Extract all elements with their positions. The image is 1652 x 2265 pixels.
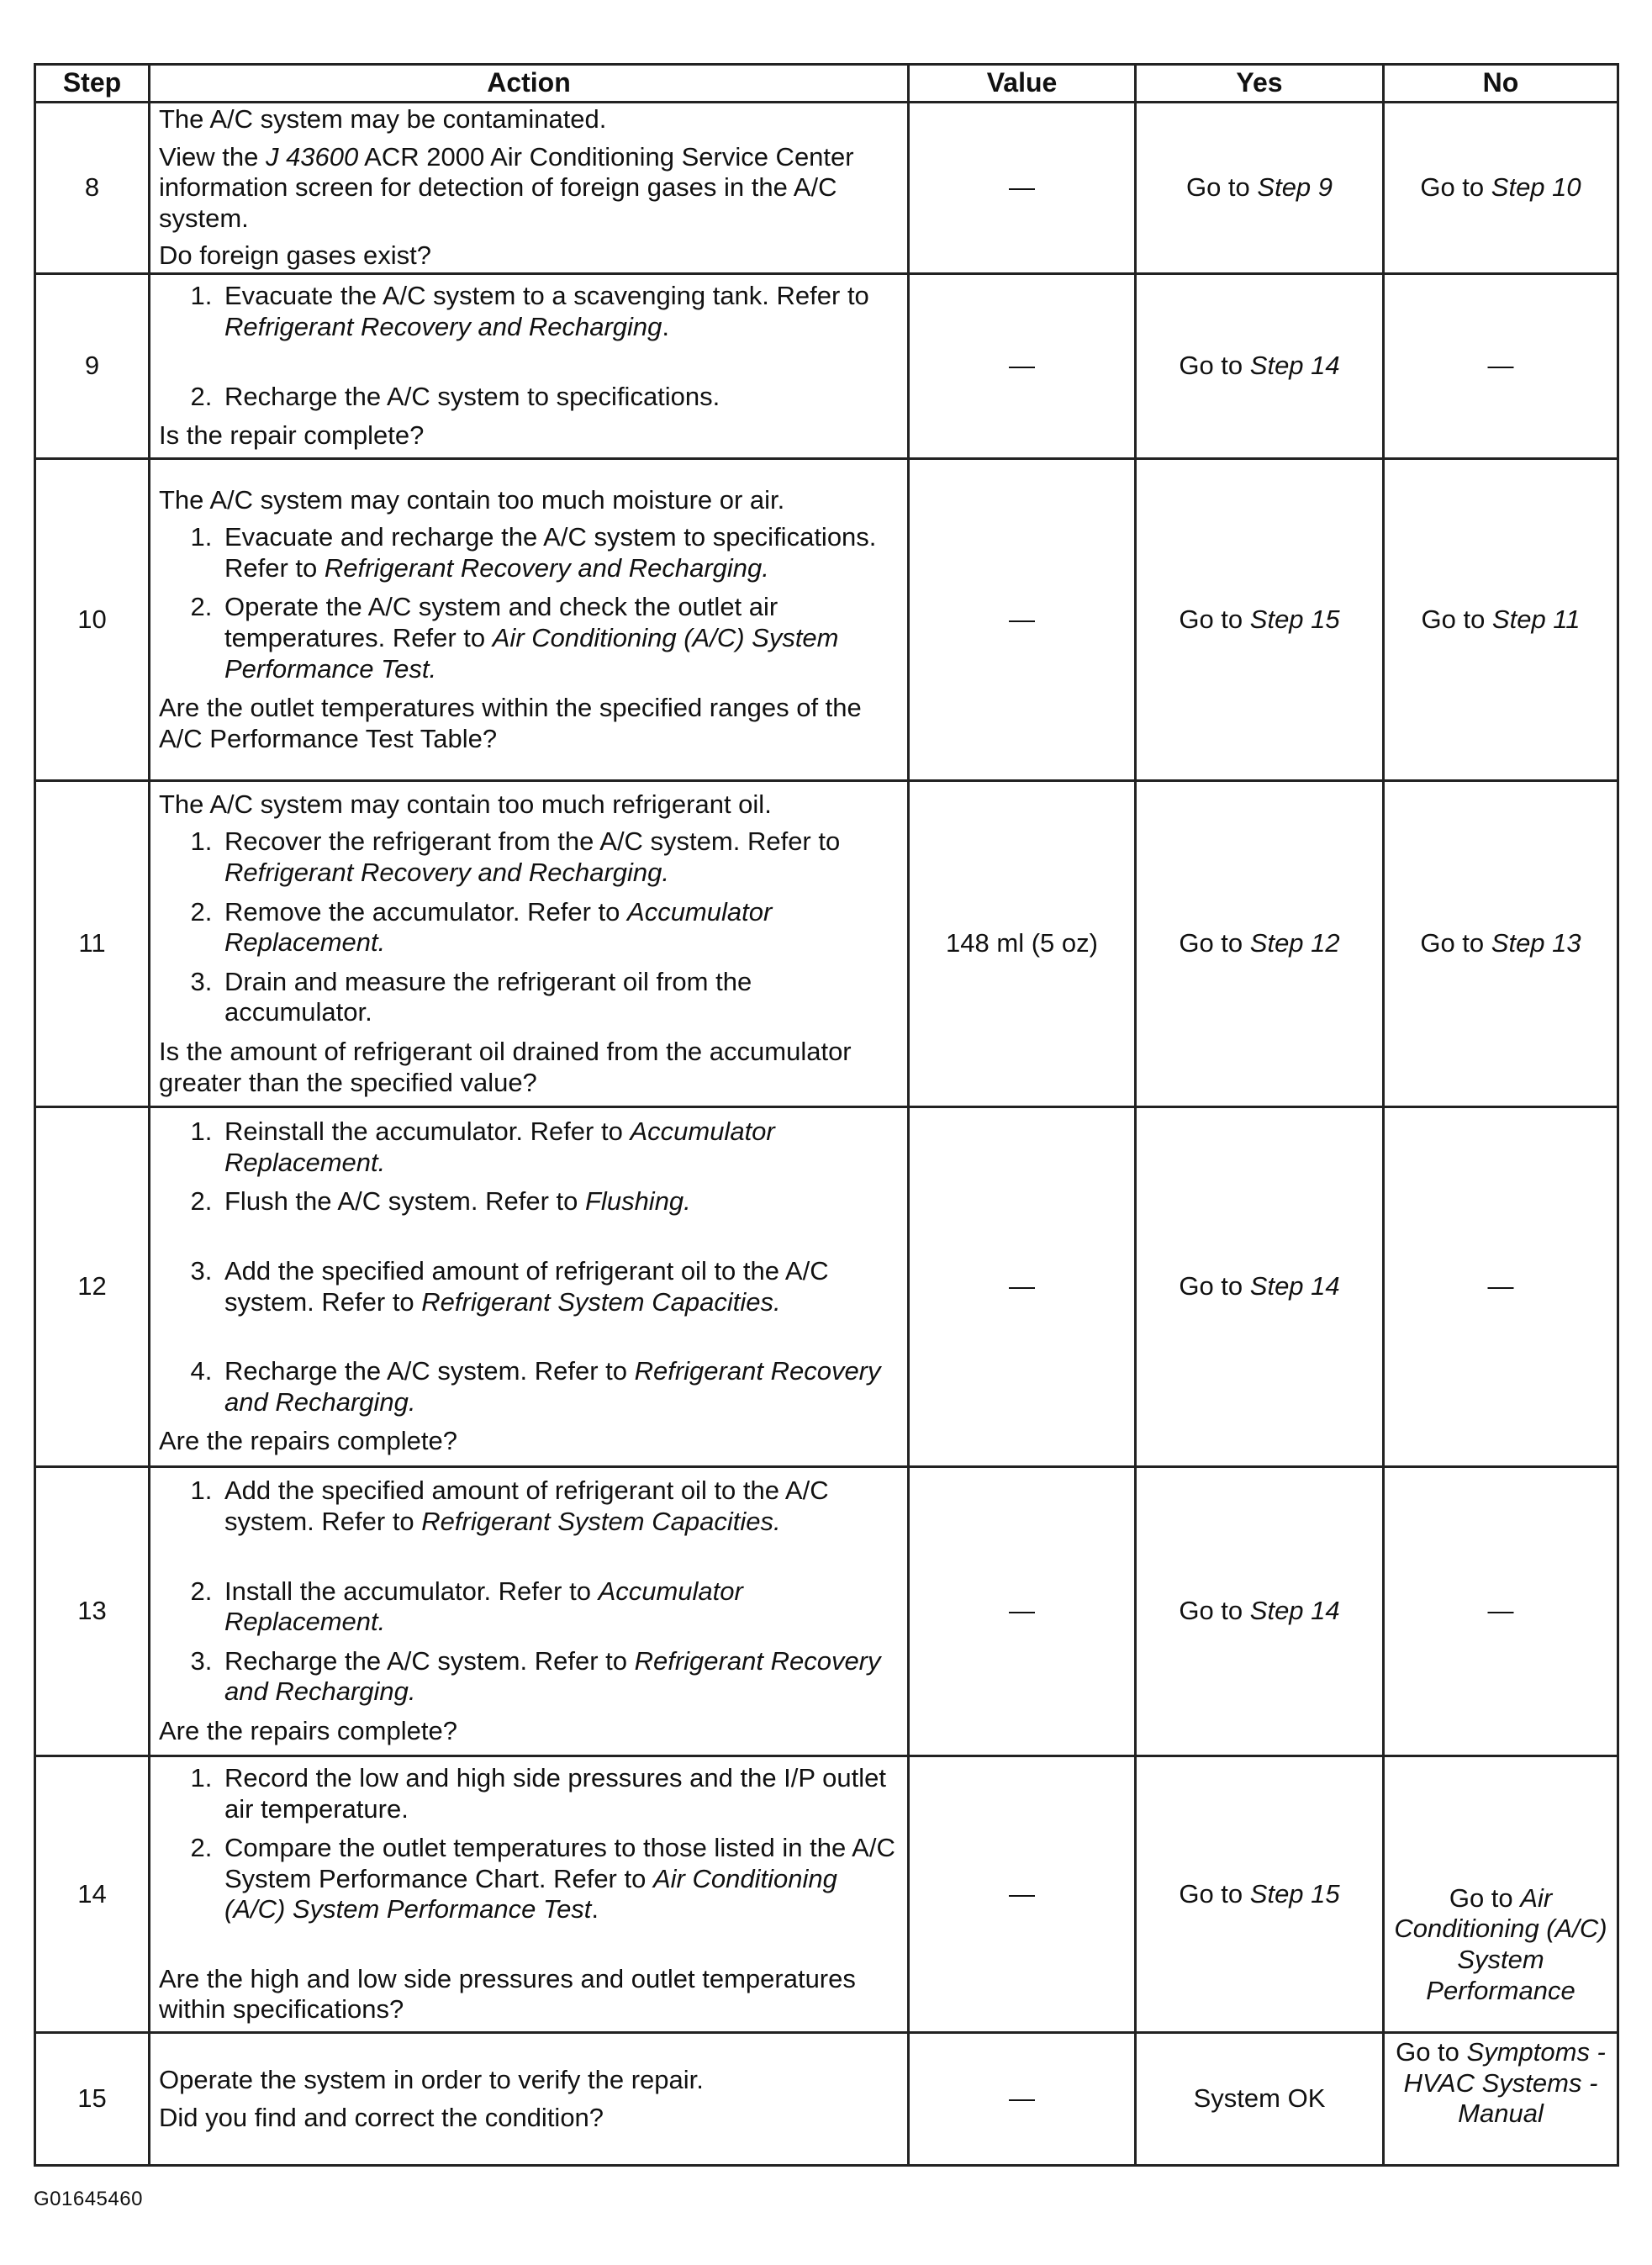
action-list — [159, 1763, 899, 1925]
step-number: 9 — [35, 274, 150, 459]
action-question: Are the outlet temperatures within the specified ranges of the A/C Performance Test Table? — [159, 693, 862, 753]
no-result: Go to Step 13 — [1384, 781, 1618, 1107]
action-text: The A/C system may contain too much moisture or air. — [159, 484, 785, 515]
table-row-step-11 — [35, 781, 1618, 1107]
step-action — [150, 1756, 909, 2033]
action-list — [159, 281, 899, 412]
action-list — [159, 826, 899, 1027]
table-row-step-13 — [35, 1467, 1618, 1756]
action-text: Operate the system in order to verify the repair. — [159, 2064, 704, 2094]
action-list — [159, 522, 899, 684]
no-result: Go to Step 11 — [1384, 459, 1618, 781]
action-text: The A/C system may be contaminated. — [159, 104, 607, 135]
action-list-item: 2. Flush the A/C system. Refer to Flushing. — [219, 1186, 899, 1217]
action-question: Do foreign gases exist? — [159, 240, 431, 271]
column-header-yes: Yes — [1136, 65, 1384, 103]
step-number: 11 — [35, 781, 150, 1107]
yes-result: System OK — [1136, 2033, 1384, 2166]
step-number: 8 — [35, 103, 150, 274]
action-question: Are the repairs complete? — [159, 1715, 457, 1745]
action-list-item: 2. Remove the accumulator. Refer to Accumulator Replacement. — [219, 897, 899, 958]
no-result: — — [1384, 274, 1618, 459]
step-action — [150, 459, 909, 781]
yes-result: Go to Step 12 — [1136, 781, 1384, 1107]
yes-result: Go to Step 15 — [1136, 1756, 1384, 2033]
step-action — [150, 103, 909, 274]
step-value: — — [909, 1107, 1136, 1467]
table-row-step-9 — [35, 274, 1618, 459]
action-list — [159, 1117, 899, 1418]
step-value: — — [909, 459, 1136, 781]
step-action — [150, 781, 909, 1107]
action-question: Are the high and low side pressures and outlet temperatures within specifications? — [159, 1963, 856, 2025]
step-number: 15 — [35, 2033, 150, 2166]
action-question: Is the repair complete? — [159, 420, 425, 451]
no-result: — — [1384, 1107, 1618, 1467]
action-list-item: 1. Evacuate the A/C system to a scavenging tank. Refer to Refrigerant Recovery and Recharging. — [219, 281, 899, 342]
action-list-item: 2. Recharge the A/C system to specifications. — [219, 382, 899, 413]
yes-result: Go to Step 9 — [1136, 103, 1384, 274]
action-question: Is the amount of refrigerant oil drained from the accumulator greater than the specified value? — [159, 1036, 852, 1097]
step-value: — — [909, 1467, 1136, 1756]
yes-result: Go to Step 15 — [1136, 459, 1384, 781]
action-list-item: 1. Record the low and high side pressures and the I/P outlet air temperature. — [219, 1763, 899, 1824]
column-header-no: No — [1384, 65, 1618, 103]
figure-code: G01645460 — [34, 2188, 143, 2210]
step-action — [150, 2033, 909, 2166]
action-list-item: 1. Evacuate and recharge the A/C system to specifications. Refer to Refrigerant Recovery and Recharging. — [219, 522, 899, 583]
table-row-step-12 — [35, 1107, 1618, 1467]
action-question: Are the repairs complete? — [159, 1426, 457, 1456]
table-row-step-8 — [35, 103, 1618, 274]
action-text: View the J 43600 ACR 2000 Air Conditioning Service Center information screen for detection of foreign gases in the A/C system. — [159, 141, 854, 233]
action-question: Did you find and correct the condition? — [159, 2102, 604, 2132]
step-number: 10 — [35, 459, 150, 781]
diagnostic-table — [34, 63, 1619, 2167]
column-header-step: Step — [35, 65, 150, 103]
step-value: — — [909, 1756, 1136, 2033]
step-action — [150, 1467, 909, 1756]
action-list-item: 3. Drain and measure the refrigerant oil from the accumulator. — [219, 967, 899, 1028]
action-list-item: 1. Add the specified amount of refrigerant oil to the A/C system. Refer to Refrigerant System Capacities. — [219, 1476, 899, 1537]
yes-result: Go to Step 14 — [1136, 1467, 1384, 1756]
step-action — [150, 274, 909, 459]
yes-result: Go to Step 14 — [1136, 1107, 1384, 1467]
action-list-item: 2. Operate the A/C system and check the outlet air temperatures. Refer to Air Conditioning (A/C) System Performance Test. — [219, 592, 899, 684]
no-result: — — [1384, 1467, 1618, 1756]
yes-result: Go to Step 14 — [1136, 274, 1384, 459]
no-result: Go to Symptoms - HVAC Systems - Manual — [1384, 2033, 1618, 2166]
action-list-item: 2. Compare the outlet temperatures to those listed in the A/C System Performance Chart. Refer to Air Conditioning (A/C) System Performance Test. — [219, 1833, 899, 1925]
action-list-item: 1. Reinstall the accumulator. Refer to Accumulator Replacement. — [219, 1117, 899, 1178]
action-list — [159, 1476, 899, 1707]
column-header-value: Value — [909, 65, 1136, 103]
step-action — [150, 1107, 909, 1467]
table-row-step-14 — [35, 1756, 1618, 2033]
table-row-step-15 — [35, 2033, 1618, 2166]
action-list-item: 2. Install the accumulator. Refer to Accumulator Replacement. — [219, 1576, 899, 1638]
action-list-item: 4. Recharge the A/C system. Refer to Refrigerant Recovery and Recharging. — [219, 1356, 899, 1418]
no-result: Go to Step 10 — [1384, 103, 1618, 274]
table-header-row — [35, 65, 1618, 103]
step-number: 12 — [35, 1107, 150, 1467]
step-value: — — [909, 103, 1136, 274]
step-number: 13 — [35, 1467, 150, 1756]
step-number: 14 — [35, 1756, 150, 2033]
action-list-item: 3. Add the specified amount of refrigerant oil to the A/C system. Refer to Refrigerant System Capacities. — [219, 1256, 899, 1317]
action-list-item: 1. Recover the refrigerant from the A/C system. Refer to Refrigerant Recovery and Recharging. — [219, 826, 899, 888]
table-row-step-10 — [35, 459, 1618, 781]
action-list-item: 3. Recharge the A/C system. Refer to Refrigerant Recovery and Recharging. — [219, 1646, 899, 1708]
step-value: 148 ml (5 oz) — [909, 781, 1136, 1107]
column-header-action: Action — [150, 65, 909, 103]
no-result: Go to Air Conditioning (A/C) System Performance — [1384, 1756, 1618, 2033]
action-text: The A/C system may contain too much refrigerant oil. — [159, 789, 772, 819]
step-value: — — [909, 274, 1136, 459]
step-value: — — [909, 2033, 1136, 2166]
